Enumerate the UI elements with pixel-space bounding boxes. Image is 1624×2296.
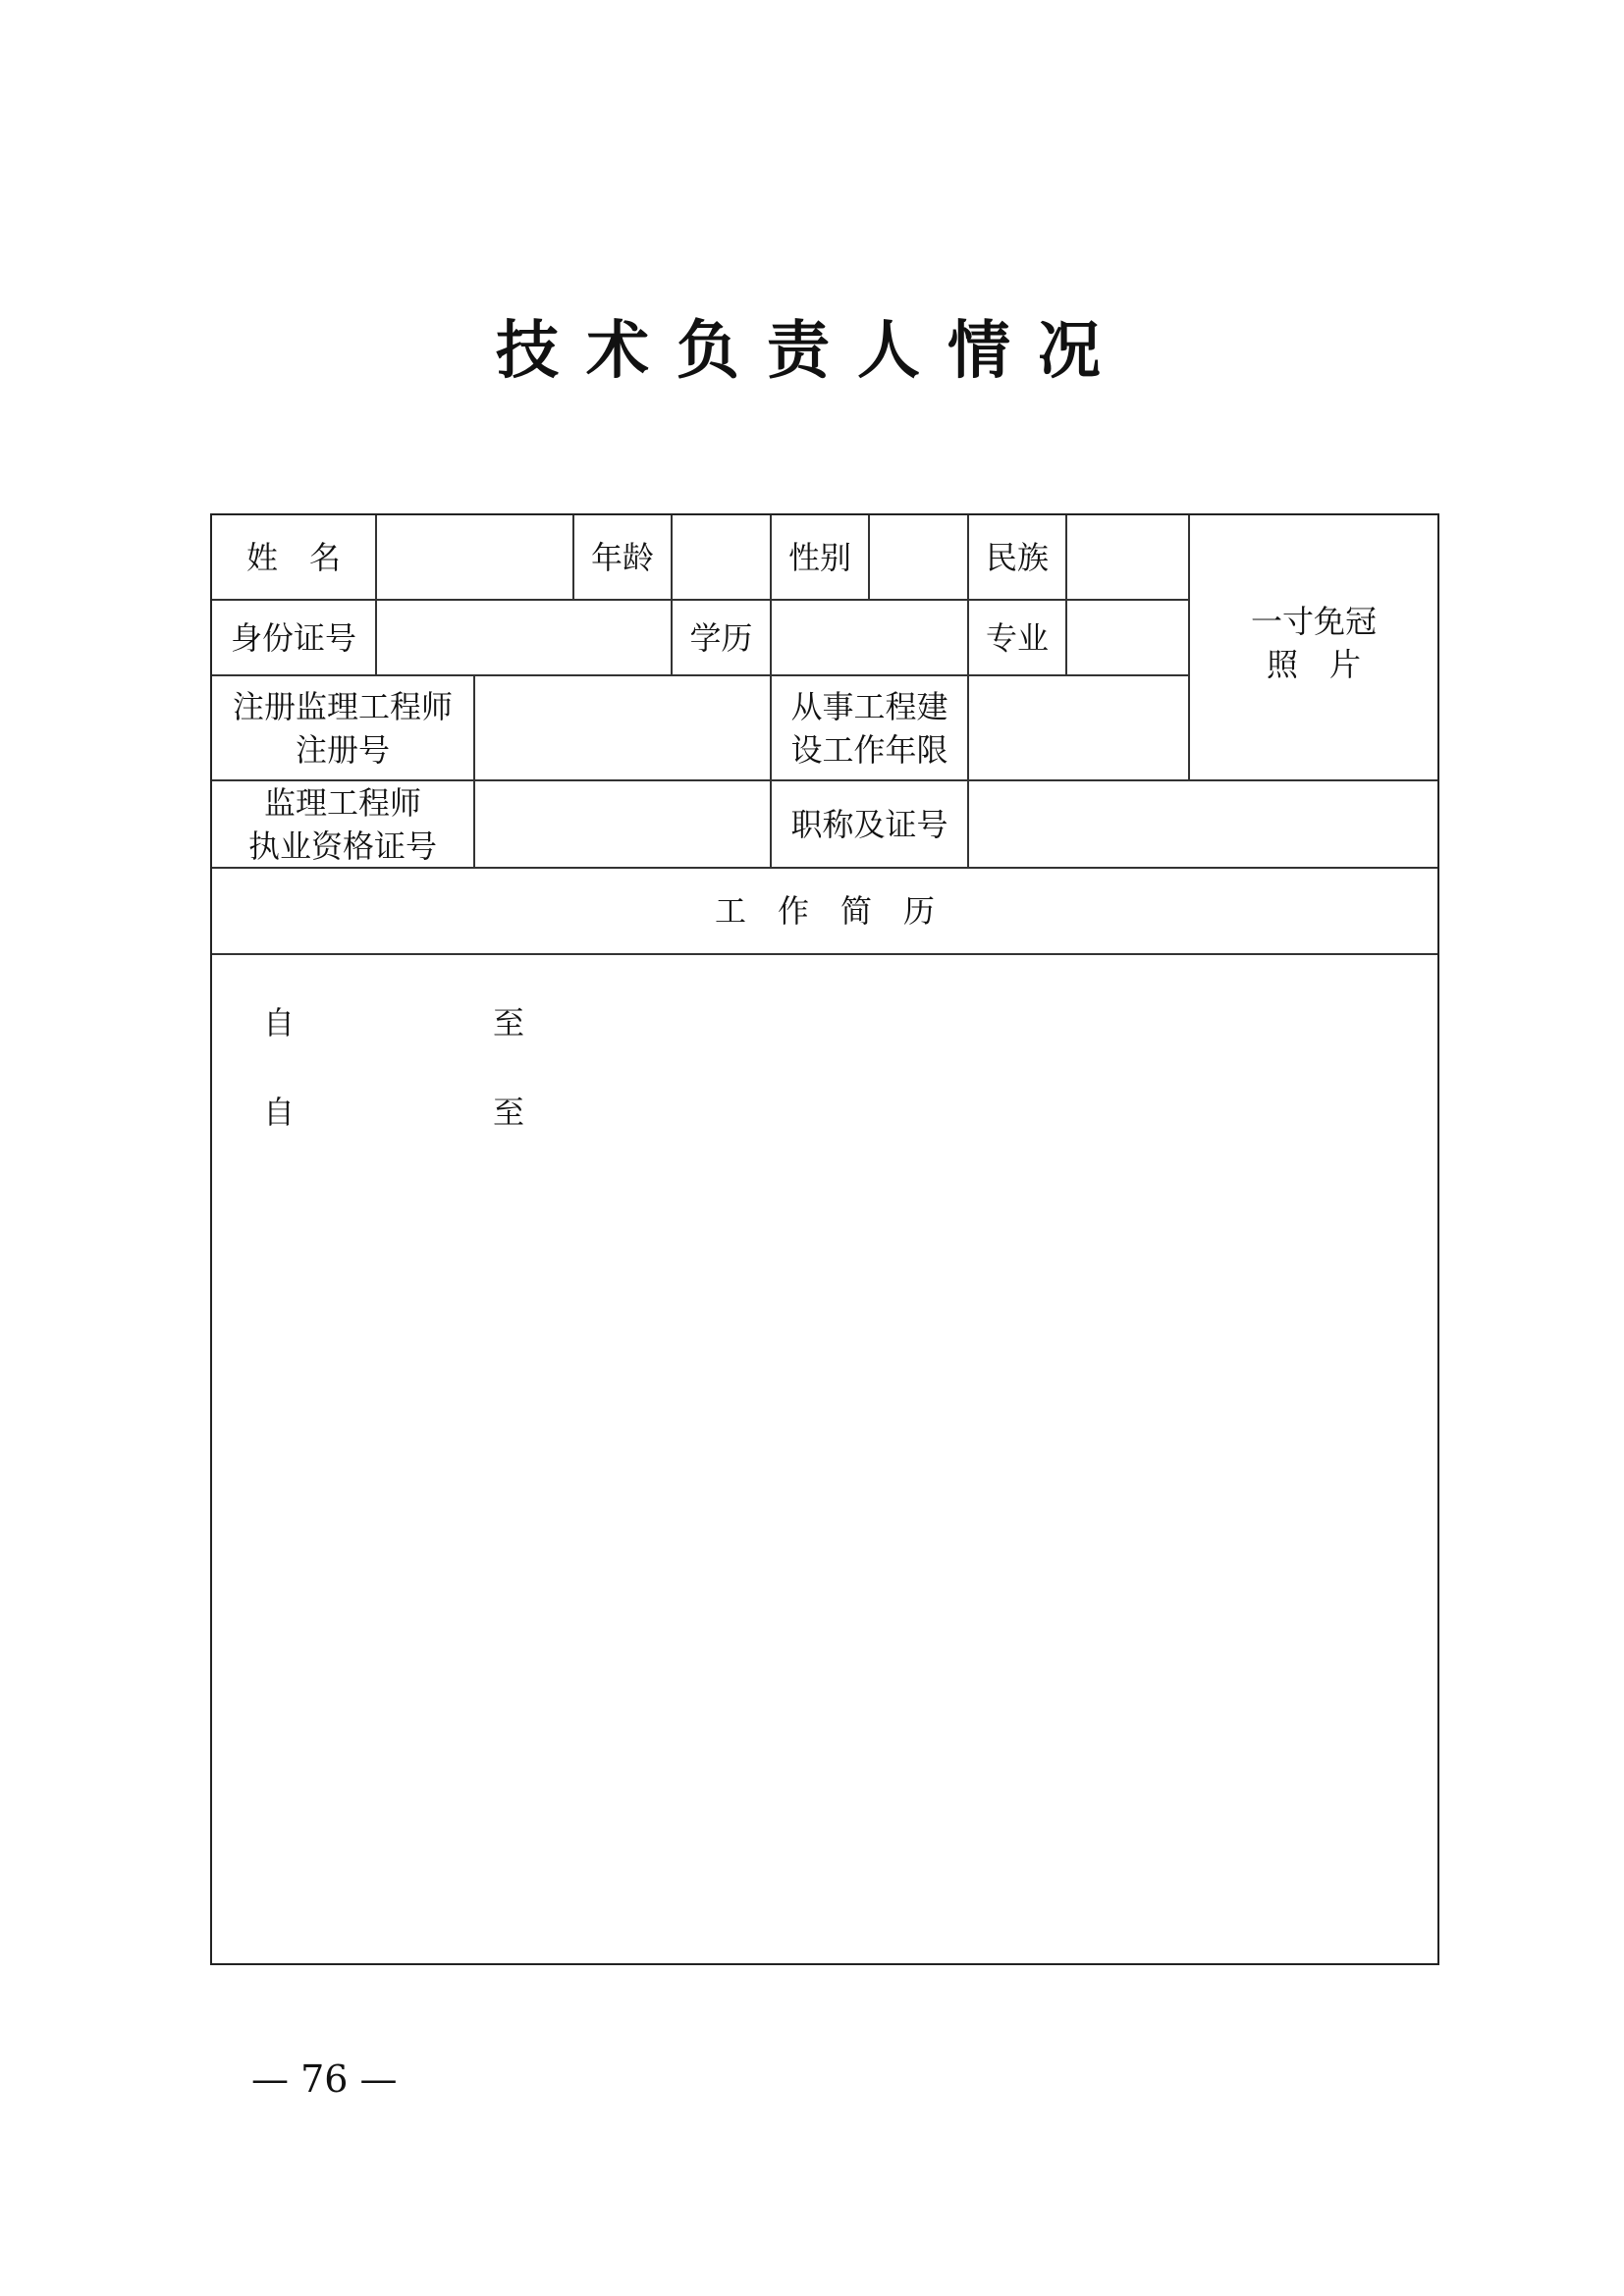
registration-field[interactable] (475, 676, 770, 779)
page-number: — 76 — (251, 2057, 398, 2101)
major-label: 专业 (985, 618, 1049, 657)
years-label: 从事工程建 设工作年限 (790, 687, 948, 769)
registration-label: 注册监理工程师 注册号 (232, 687, 453, 769)
resume-entry-from: 自 (263, 1004, 296, 1041)
page-title: 技术负责人情况 (496, 314, 1128, 388)
gender-field[interactable] (870, 515, 967, 599)
title-cert-label: 职称及证号 (790, 805, 948, 843)
major-field[interactable] (1067, 601, 1188, 674)
name-field[interactable] (377, 515, 572, 599)
age-field[interactable] (673, 515, 770, 599)
technical-lead-form (210, 513, 1439, 1965)
qualification-label: 监理工程师 执业资格证号 (247, 783, 437, 865)
education-field[interactable] (772, 601, 967, 674)
ethnicity-label: 民族 (985, 538, 1049, 576)
qualification-field[interactable] (475, 781, 770, 867)
ethnicity-field[interactable] (1067, 515, 1188, 599)
title-cert-field[interactable] (969, 781, 1437, 867)
age-label: 年龄 (590, 538, 654, 576)
photo-label-line2: 照 片 (1266, 645, 1361, 683)
id-field[interactable] (377, 601, 671, 674)
photo-label-line1: 一寸免冠 (1250, 602, 1377, 640)
name-label: 姓 名 (245, 538, 341, 576)
years-field[interactable] (969, 676, 1188, 779)
photo-box[interactable] (1190, 515, 1437, 779)
resume-entry-to: 至 (493, 1094, 525, 1131)
resume-header: 工 作 简 历 (714, 892, 935, 930)
resume-body[interactable] (212, 955, 1437, 1963)
resume-entry-to: 至 (493, 1004, 525, 1041)
id-label: 身份证号 (230, 618, 356, 657)
gender-label: 性别 (787, 538, 851, 576)
resume-entry-from: 自 (263, 1094, 296, 1131)
education-label: 学历 (689, 618, 753, 657)
